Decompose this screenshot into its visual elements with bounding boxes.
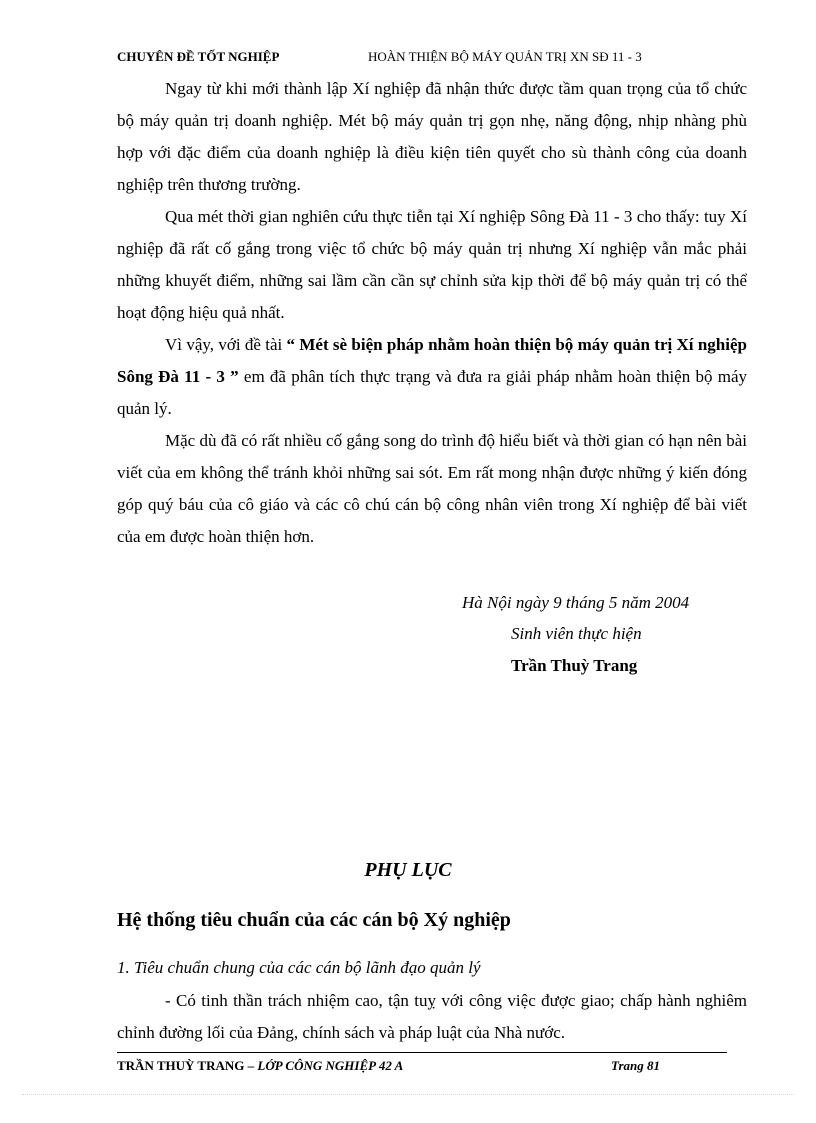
footer-divider	[117, 1052, 727, 1053]
footer-author: TRẦN THUỲ TRANG –	[117, 1058, 255, 1073]
paragraph-1: Ngay từ khi mới thành lập Xí nghiệp đã nhận thức được tầm quan trọng của tổ chức bộ máy quản trị doanh nghiệp. Mét bộ máy quản trị gọn nhẹ, năng động, nhịp nhàng phù hợp với đặc điểm của doanh nghiệp là điều kiện tiên quyết cho sù thành công của doanh nghiệp trên thương trường.	[117, 79, 747, 194]
signature-date: Hà Nội ngày 9 tháng 5 năm 2004	[462, 593, 690, 612]
page-footer	[117, 1058, 727, 1074]
header-right-title: HOÀN THIỆN BỘ MÁY QUẢN TRỊ XN SĐ 11 - 3	[368, 49, 642, 64]
section-heading: Hệ thống tiêu chuẩn của các cán bộ Xý nghiệp	[117, 909, 511, 931]
bullet-item-1: - Có tinh thần trách nhiệm cao, tận tuỵ với công việc được giao; chấp hành nghiêm chỉnh đường lối của Đảng, chính sách và pháp luật của Nhà nước.	[117, 991, 747, 1042]
page-border-dotted	[22, 1094, 794, 1095]
header-left-title: CHUYÊN ĐỀ TỐT NGHIỆP	[117, 49, 280, 64]
paragraph-4: Mặc dù đã có rất nhiều cố gắng song do trình độ hiểu biết và thời gian có hạn nên bài viết của em không thể tránh khỏi những sai sót. Em rất mong nhận được những ý kiến đóng góp quý báu của cô giáo và các cô chú cán bộ công nhân viên trong Xí nghiệp để bài viết của em được hoàn thiện hơn.	[117, 431, 747, 546]
paragraph-3-end: em đã phân tích thực trạng và đưa ra giải pháp nhằm hoàn thiện bộ máy quản lý.	[117, 367, 747, 418]
appendix-body	[117, 985, 747, 1049]
appendix-title: PHỤ LỤC	[364, 859, 452, 881]
paragraph-3-start: Vì vậy, với đề tài	[165, 335, 287, 354]
page-number: Trang 81	[611, 1058, 660, 1073]
signature-name: Trần Thuỳ Trang	[511, 656, 638, 675]
paragraph-3	[117, 329, 747, 425]
main-body	[117, 73, 747, 553]
signature-role: Sinh viên thực hiện	[511, 624, 642, 643]
paragraph-2: Qua mét thời gian nghiên cứu thực tiễn tại Xí nghiệp Sông Đà 11 - 3 cho thấy: tuy Xí nghiệp đã rất cố gắng trong việc tổ chức bộ máy quản trị nhưng Xí nghiệp vẫn mắc phải những khuyết điểm, những sai lầm cần cần sự chỉnh sửa kịp thời để bộ máy quản trị có thể hoạt động hiệu quả nhất.	[117, 207, 747, 322]
subsection-heading: 1. Tiêu chuẩn chung của các cán bộ lãnh đạo quản lý	[117, 958, 481, 977]
footer-class: LỚP CÔNG NGHIỆP 42 A	[257, 1058, 404, 1073]
thesis-topic: “ Mét sè biện pháp nhằm hoàn thiện bộ máy quản trị Xí nghiệp Sông Đà 11 - 3 ”	[117, 335, 747, 386]
